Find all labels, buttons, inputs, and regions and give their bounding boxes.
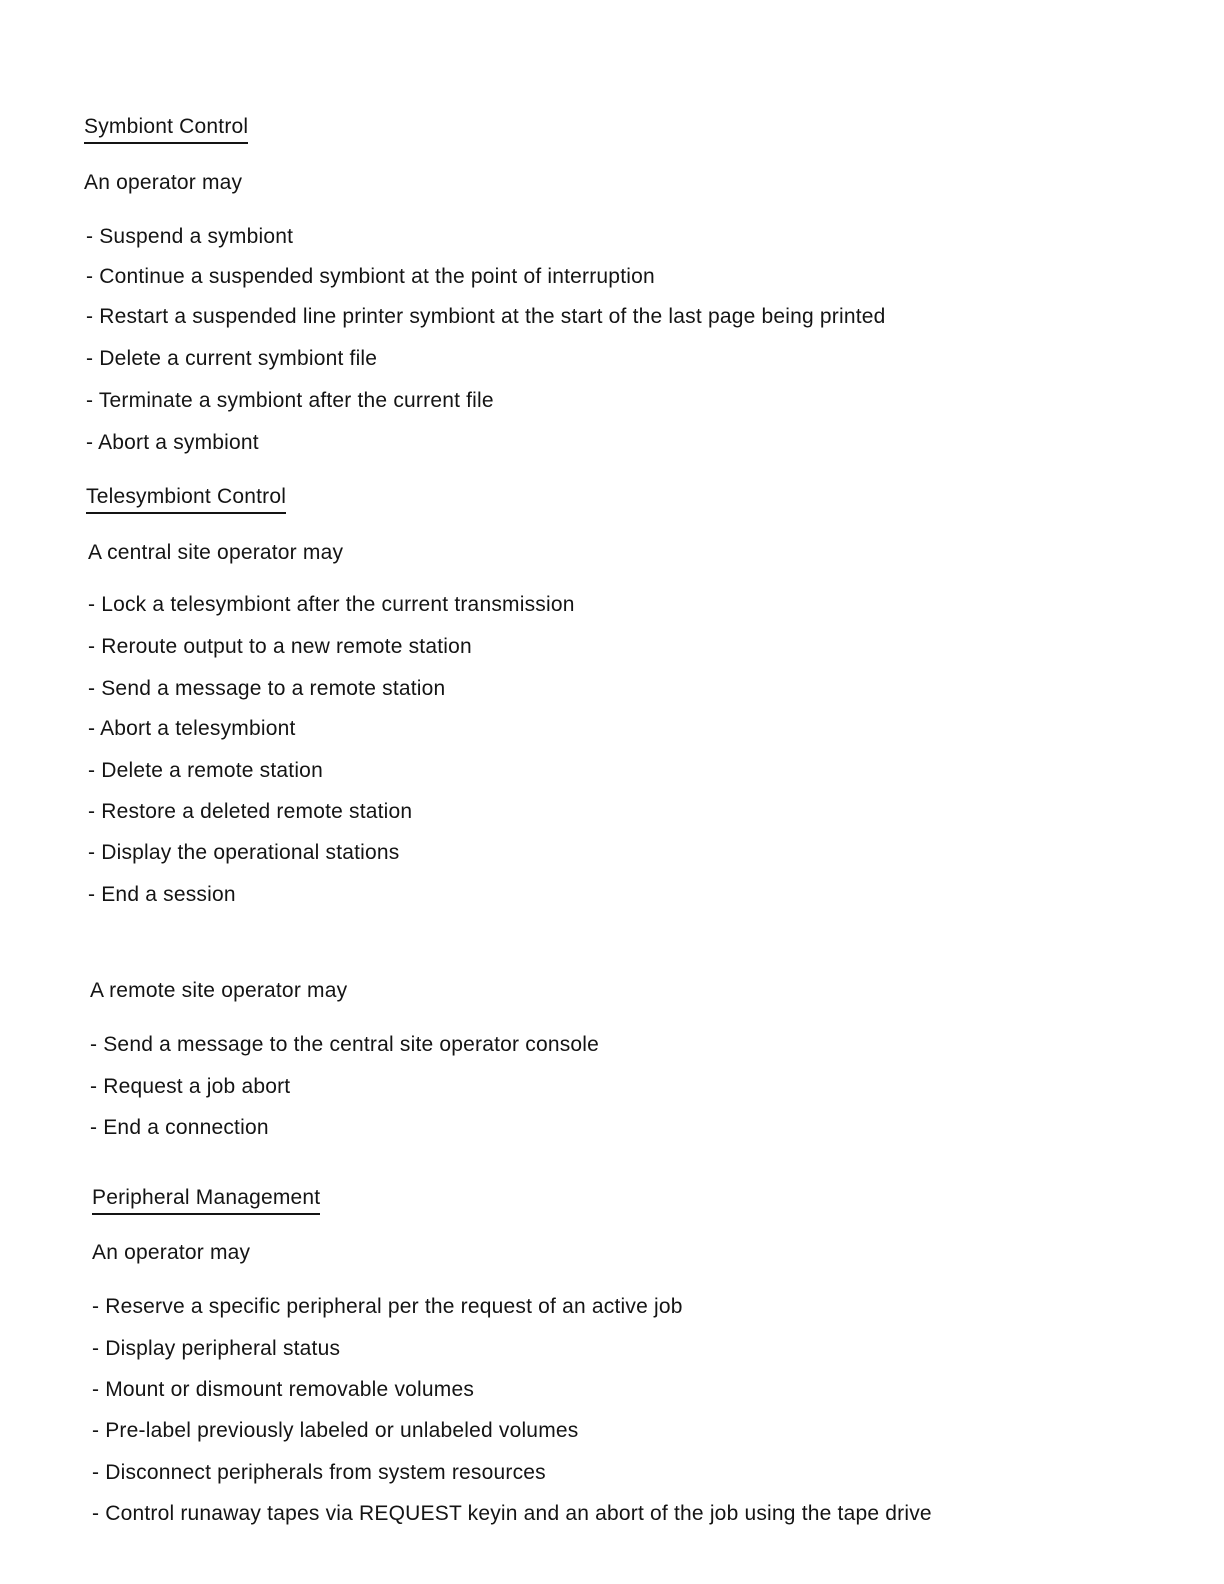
list-item: - Terminate a symbiont after the current file: [86, 389, 494, 412]
section-intro: A remote site operator may: [90, 979, 348, 1002]
list-item: - Continue a suspended symbiont at the point of interruption: [86, 265, 655, 288]
list-item: - Control runaway tapes via REQUEST keyin and an abort of the job using the tape drive: [92, 1502, 932, 1525]
section-intro: An operator may: [84, 171, 243, 194]
list-item: - Display the operational stations: [88, 841, 400, 864]
list-item: - Reserve a specific peripheral per the request of an active job: [92, 1295, 683, 1318]
list-item: - End a connection: [90, 1116, 269, 1139]
list-item: - Suspend a symbiont: [86, 225, 294, 248]
list-item: - Send a message to a remote station: [88, 677, 446, 700]
list-item: - Send a message to the central site operator console: [90, 1033, 600, 1056]
list-item: - Mount or dismount removable volumes: [92, 1378, 475, 1401]
list-item: - Delete a current symbiont file: [86, 347, 378, 370]
list-item: - Restart a suspended line printer symbiont at the start of the last page being printed: [86, 305, 886, 328]
list-item: - Lock a telesymbiont after the current transmission: [88, 593, 575, 616]
list-item: - Display peripheral status: [92, 1337, 341, 1360]
section-heading-symbiont-control: Symbiont Control: [84, 114, 248, 144]
list-item: - Request a job abort: [90, 1075, 291, 1098]
list-item: - End a session: [88, 883, 236, 906]
section-intro: An operator may: [92, 1241, 251, 1264]
list-item: - Reroute output to a new remote station: [88, 635, 472, 658]
list-item: - Delete a remote station: [88, 759, 323, 782]
list-item: - Disconnect peripherals from system resources: [92, 1461, 546, 1484]
list-item: - Restore a deleted remote station: [88, 800, 413, 823]
list-item: - Pre-label previously labeled or unlabeled volumes: [92, 1419, 579, 1442]
section-heading-peripheral-management: Peripheral Management: [92, 1185, 320, 1215]
list-item: - Abort a symbiont: [86, 431, 259, 454]
section-intro: A central site operator may: [88, 541, 344, 564]
section-heading-telesymbiont-control: Telesymbiont Control: [86, 484, 286, 514]
list-item: - Abort a telesymbiont: [88, 717, 296, 740]
